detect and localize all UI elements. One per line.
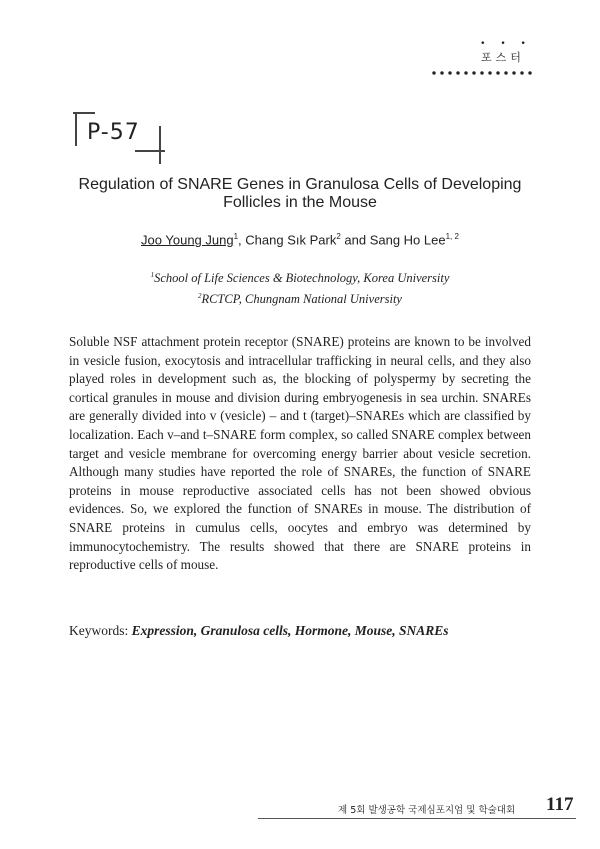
bracket-right: [159, 126, 161, 164]
author-first-sup: 1: [233, 232, 239, 241]
dotted-rule: [430, 70, 534, 76]
page-number: 117: [546, 794, 574, 815]
paper-title: Regulation of SNARE Genes in Granulosa Cells of Developing Follicles in the Mouse: [78, 176, 522, 211]
author-third: and Sang Ho Lee: [340, 232, 446, 248]
section-label: 포스터: [481, 51, 525, 64]
author-second-sup: 2: [336, 232, 341, 241]
footer-conference: 제 5회 발생공학 국제심포지엄 및 학술대회: [338, 805, 516, 816]
poster-id-box: [73, 108, 173, 158]
keywords-list: Expression, Granulosa cells, Hormone, Mouse, SNAREs: [131, 623, 449, 638]
abstract-body: Soluble NSF attachment protein receptor (SNARE) proteins are known to be involved in vesicle fusion, exocytosis and intracellular trafficking in neural cells, and they also played roles in development such as, the blocking of polyspermy by secreting the cortical granules in mouse and division during embryogenesis in sea urchin. SNAREs are generally divided into v (vesicle) – and t (target)–SNAREs which are classified by localization. Each v–and t–SNARE form complex, so called SNARE complex between target and vesicle membrane for overcoming energy barrier about vesicle secretion. Although many studies have reported the role of SNAREs, the function of SNARE proteins in mouse reproductive associated cells has not been showed obvious evidences. So, we explored the function of SNAREs in mouse. The distribution of SNARE proteins in cumulus cells, oocytes and embryo was determined by immunocytochemistry. The results showed that there are SNARE proteins in reproductive cells of mouse.: [69, 334, 531, 573]
affiliation-1-sup: 1: [150, 271, 155, 279]
bracket-bottom: [135, 150, 165, 152]
affiliation-1: [60, 266, 540, 287]
section-tag: [468, 40, 538, 65]
keywords: [69, 623, 531, 639]
keywords-label: Keywords:: [69, 623, 132, 638]
section-dots: • • •: [480, 39, 532, 49]
poster-id: P-57: [87, 120, 140, 145]
author-third-sup: 1, 2: [445, 232, 459, 241]
affiliations: [60, 266, 540, 308]
affiliation-2: [60, 287, 540, 308]
author-second: , Chang Sık Park: [238, 232, 337, 248]
bracket-left: [75, 112, 77, 146]
affiliation-2-sup: 2: [198, 292, 202, 301]
affiliation-1-text: School of Life Sciences & Biotechnology, Korea University: [154, 271, 450, 286]
author-first: Joo Young Jung: [141, 232, 234, 248]
footer-rule: [258, 818, 576, 819]
affiliation-2-text: RCTCP, Chungnam National University: [201, 292, 402, 307]
author-line: [60, 232, 540, 247]
